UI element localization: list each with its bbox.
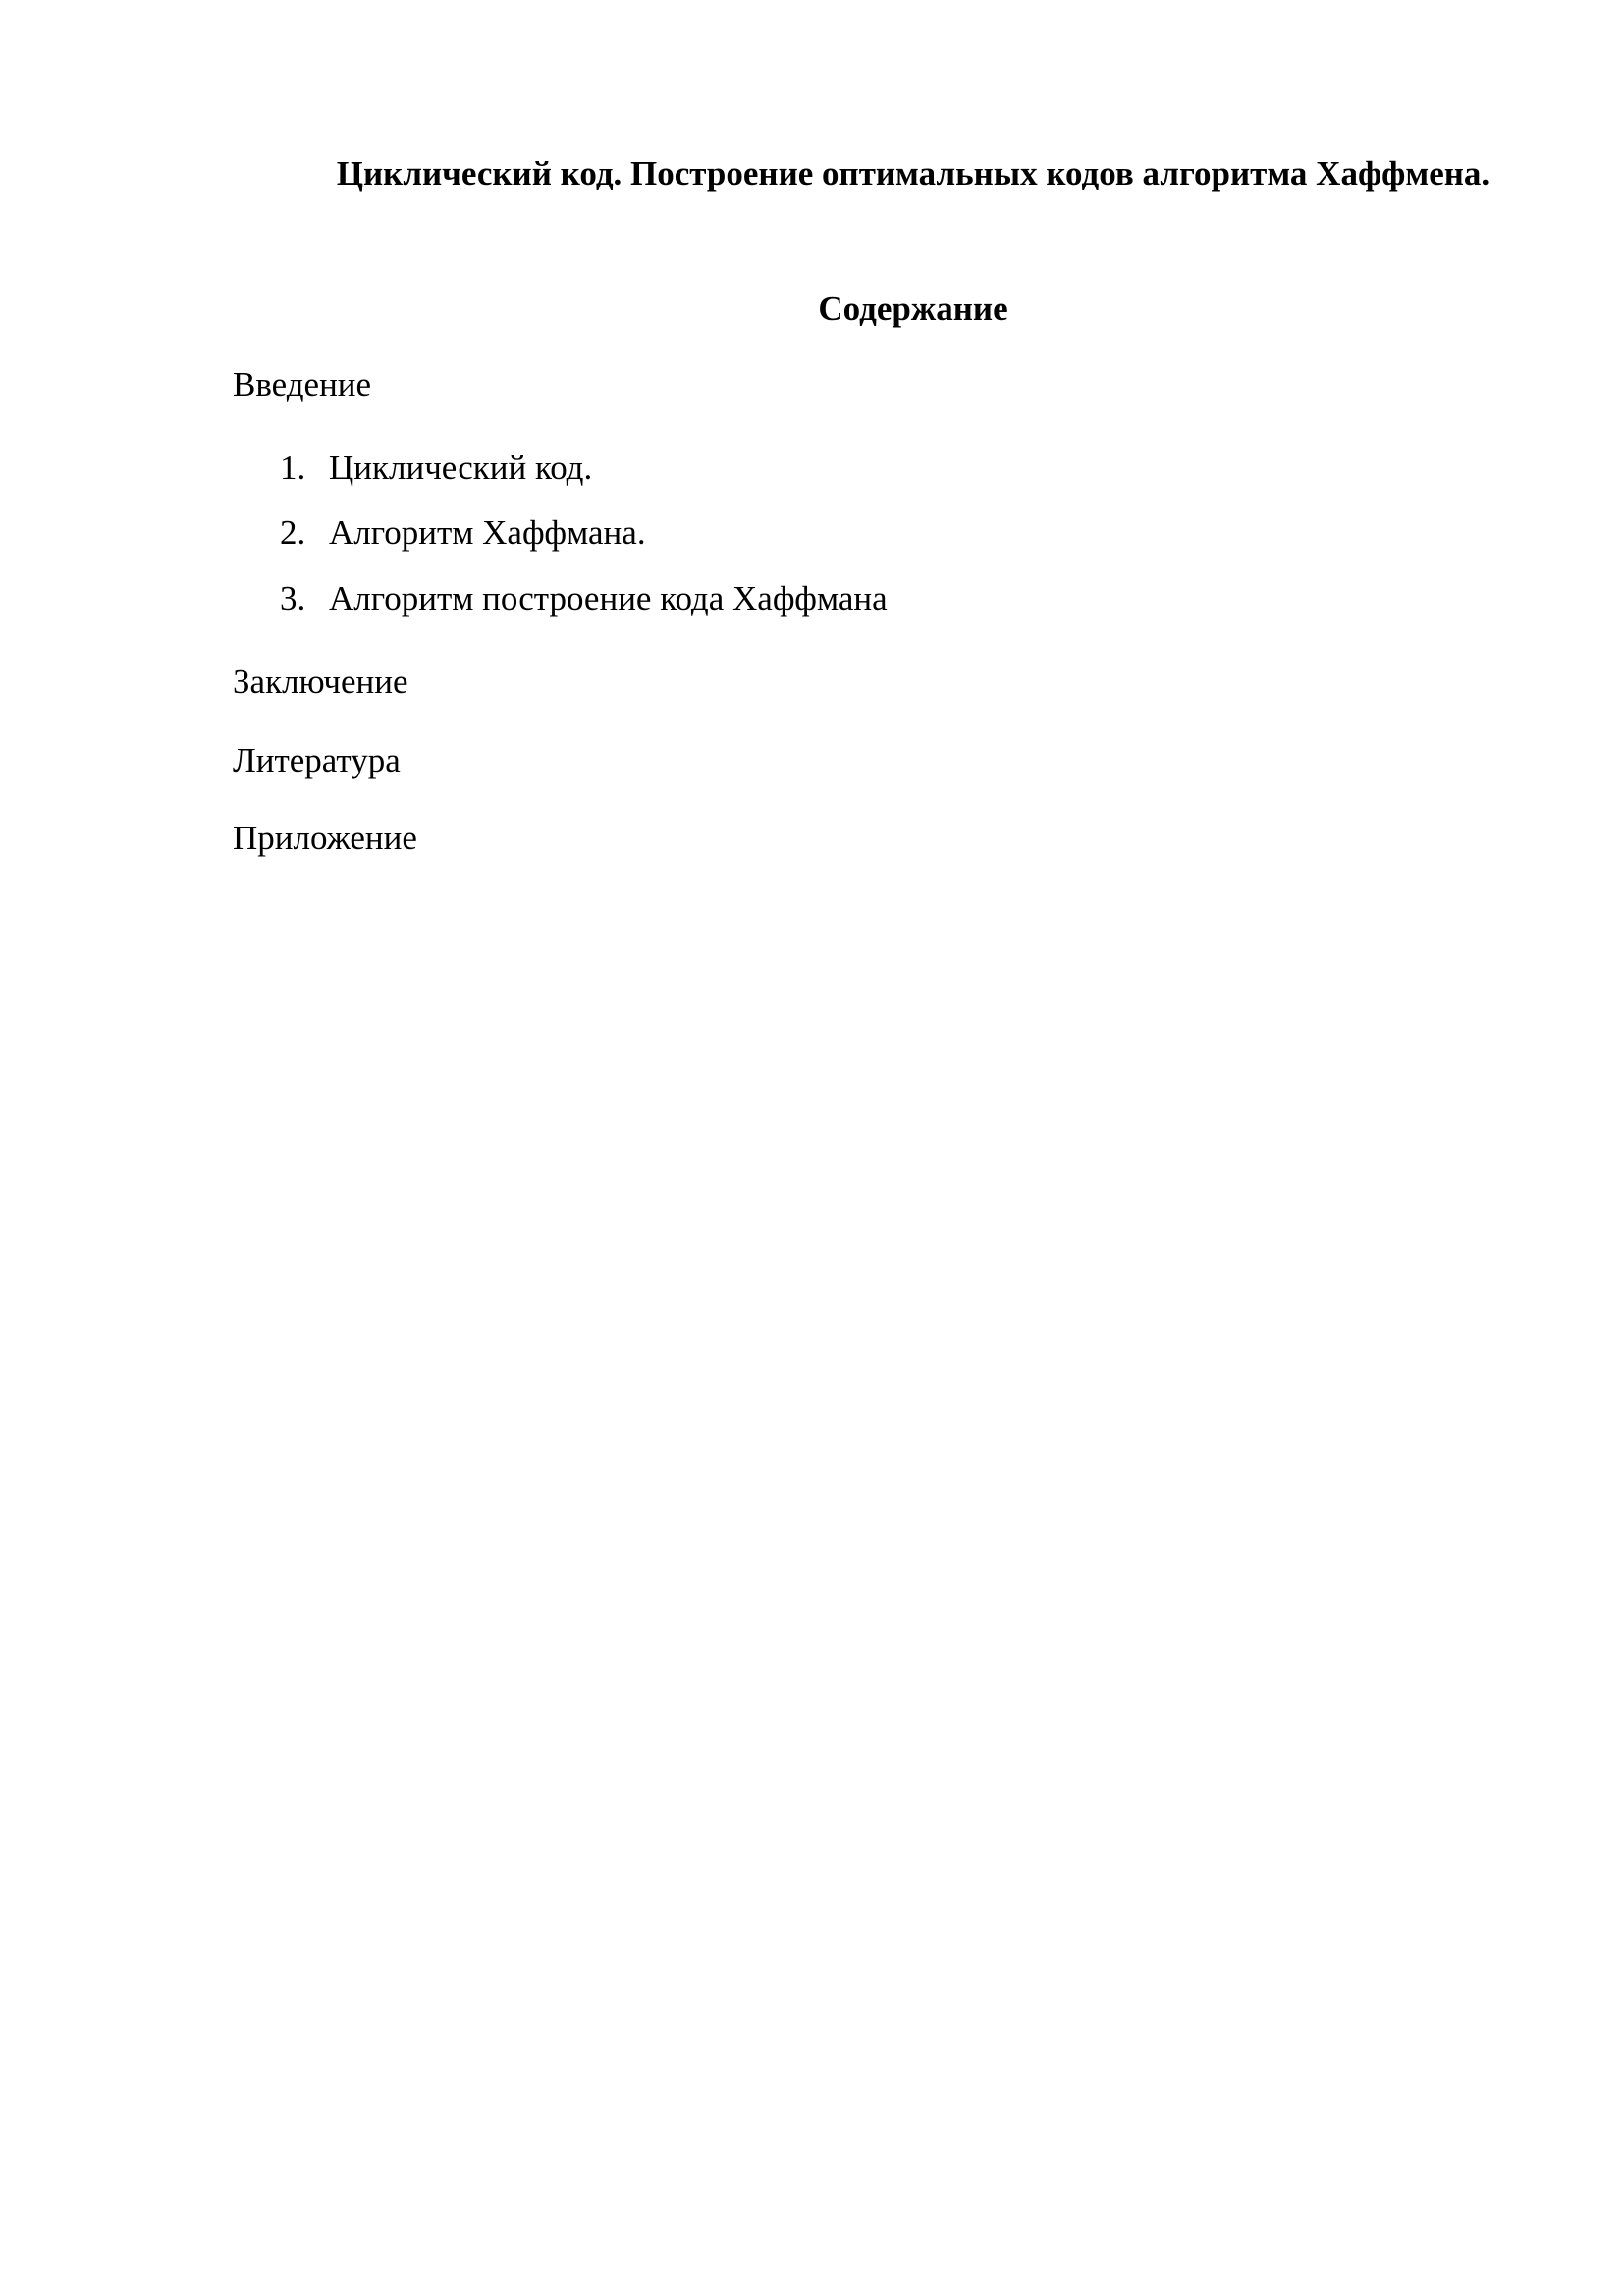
toc-item: [280, 508, 646, 558]
toc-item: [280, 574, 888, 623]
toc-conclusion: Заключение: [233, 663, 408, 701]
toc-item-number: 1.: [280, 449, 306, 487]
toc-literature: Литература: [233, 741, 401, 779]
toc-item-number: 3.: [280, 579, 306, 617]
document-title: Циклический код. Построение оптимальных кодов алгоритма Хаффмена.: [336, 154, 1490, 192]
toc-item: [280, 444, 592, 493]
toc-heading: Содержание: [818, 290, 1008, 328]
toc-appendix: Приложение: [233, 819, 417, 857]
toc-intro: Введение: [233, 365, 372, 403]
toc-item-number: 2.: [280, 513, 306, 552]
toc-item-label: Алгоритм построение кода Хаффмана: [329, 579, 888, 617]
toc-item-label: Циклический код.: [329, 449, 593, 487]
toc-item-label: Алгоритм Хаффмана.: [329, 513, 646, 552]
